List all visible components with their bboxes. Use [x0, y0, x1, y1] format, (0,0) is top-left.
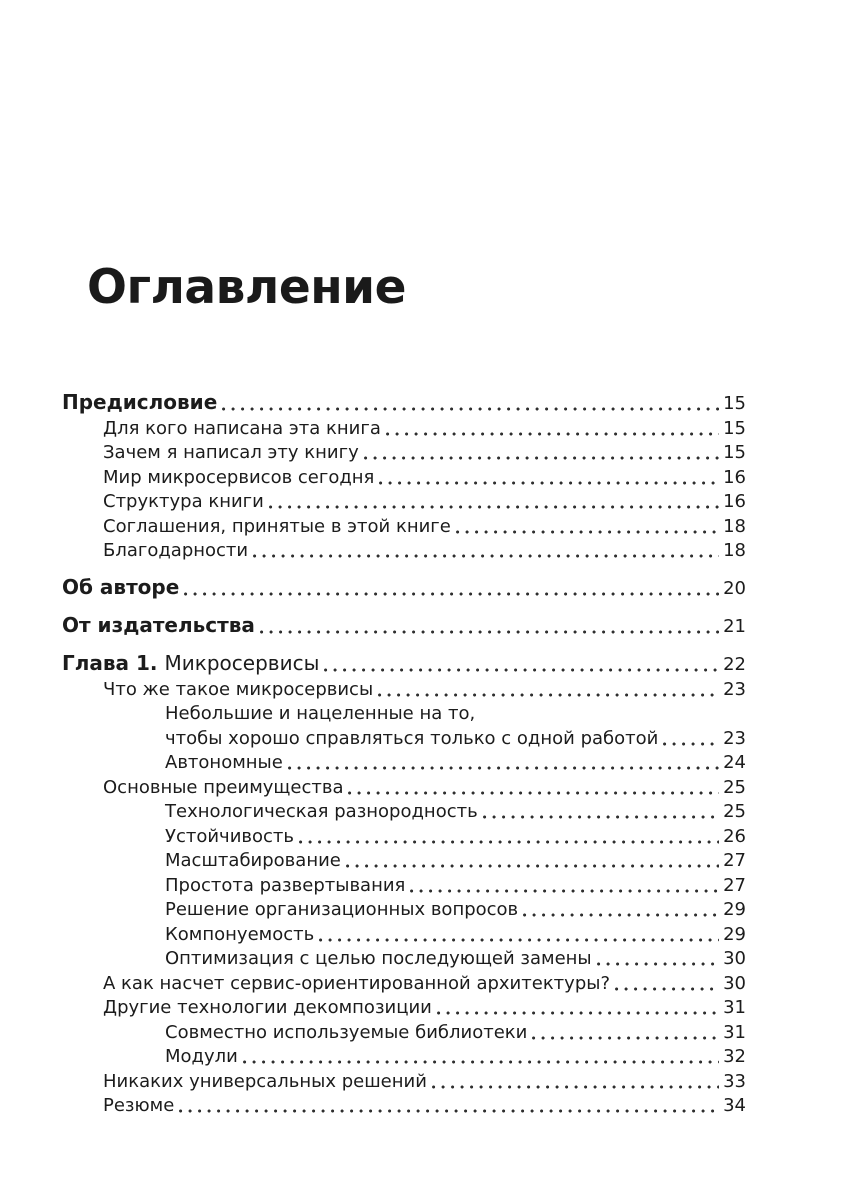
toc-page-number: 27 — [723, 874, 746, 896]
toc-entry — [62, 945, 746, 970]
toc-page-number: 20 — [723, 578, 746, 600]
dot-leader — [299, 839, 719, 845]
dot-leader — [319, 937, 719, 943]
toc-entry-label: Для кого написана эта книга — [103, 417, 381, 439]
toc-page-number: 31 — [723, 1021, 746, 1043]
dot-leader — [456, 529, 719, 535]
toc-entry-label: Предисловие — [62, 389, 218, 414]
dot-leader — [532, 1035, 719, 1041]
table-of-contents — [62, 390, 746, 1117]
toc-page-number: 31 — [723, 997, 746, 1019]
dot-leader — [348, 790, 719, 796]
toc-page-number: 16 — [723, 466, 746, 488]
dot-leader — [523, 912, 719, 918]
toc-page-number: 25 — [723, 801, 746, 823]
toc-entry — [62, 390, 746, 415]
toc-entry-label: Небольшие и нацеленные на то, — [165, 703, 476, 725]
toc-entry-label: А как насчет сервис-ориентированной архитектуры? — [103, 972, 611, 994]
dot-leader — [386, 431, 719, 437]
dot-leader — [437, 1010, 719, 1016]
toc-entry — [62, 575, 746, 600]
dot-leader — [364, 455, 719, 461]
toc-entry — [62, 798, 746, 823]
dot-leader — [597, 961, 719, 967]
toc-page-number: 33 — [723, 1070, 746, 1092]
toc-entry-label: Решение организационных вопросов — [165, 899, 519, 921]
dot-leader — [253, 553, 719, 559]
toc-entry — [62, 537, 746, 562]
toc-entry-label: Другие технологии декомпозиции — [103, 997, 432, 1019]
dot-leader — [663, 741, 719, 747]
dot-leader — [260, 629, 719, 635]
toc-page-number: 18 — [723, 515, 746, 537]
toc-entry — [62, 1043, 746, 1068]
toc-entry — [62, 847, 746, 872]
dot-leader — [179, 1108, 719, 1114]
toc-page-number: 23 — [723, 727, 746, 749]
toc-page-number: 30 — [723, 972, 746, 994]
toc-entry-label: Масштабирование — [165, 850, 341, 872]
toc-page-number: 23 — [723, 678, 746, 700]
toc-page-number: 32 — [723, 1046, 746, 1068]
toc-entry — [62, 994, 746, 1019]
toc-page-number: 15 — [723, 417, 746, 439]
toc-entry-label: Простота развертывания — [165, 874, 406, 896]
toc-page-number: 15 — [723, 442, 746, 464]
toc-entry — [62, 970, 746, 995]
toc-entry — [62, 1092, 746, 1117]
toc-page-number: 30 — [723, 948, 746, 970]
toc-entry — [62, 823, 746, 848]
toc-page-number: 34 — [723, 1095, 746, 1117]
dot-leader — [410, 888, 719, 894]
toc-entry-wrapped-line — [62, 700, 746, 725]
toc-entry — [62, 1068, 746, 1093]
dot-leader — [432, 1084, 719, 1090]
toc-page-number: 29 — [723, 899, 746, 921]
toc-entry-label — [62, 652, 319, 676]
toc-entry-label: Благодарности — [103, 540, 249, 562]
toc-page-number: 22 — [723, 654, 746, 676]
dot-leader — [324, 667, 719, 673]
toc-entry — [62, 439, 746, 464]
toc-entry — [62, 774, 746, 799]
toc-entry-label: Зачем я написал эту книгу — [103, 442, 359, 464]
toc-page-number: 29 — [723, 923, 746, 945]
toc-entry — [62, 921, 746, 946]
toc-entry — [62, 1019, 746, 1044]
toc-entry-label: Основные преимущества — [103, 776, 344, 798]
toc-entry-label: Устойчивость — [165, 825, 295, 847]
dot-leader — [346, 863, 719, 869]
toc-page-number: 24 — [723, 752, 746, 774]
toc-page-number: 15 — [723, 393, 746, 415]
toc-entry — [62, 415, 746, 440]
dot-leader — [288, 765, 719, 771]
toc-entry-label: Автономные — [165, 752, 283, 774]
toc-entry-label: Резюме — [103, 1095, 175, 1117]
dot-leader — [378, 692, 719, 698]
toc-entry — [62, 513, 746, 538]
toc-entry-label: Мир микросервисов сегодня — [103, 466, 375, 488]
toc-entry-label: Соглашения, принятые в этой книге — [103, 515, 451, 537]
toc-entry-label: Технологическая разнородность — [165, 801, 478, 823]
toc-entry-label: Модули — [165, 1046, 238, 1068]
toc-entry — [62, 725, 746, 750]
toc-entry-label: Структура книги — [103, 491, 264, 513]
chapter-title-label: Микросервисы — [164, 650, 320, 675]
toc-entry-label: Никаких универсальных решений — [103, 1070, 427, 1092]
toc-entry-label: От издательства — [62, 612, 255, 637]
dot-leader — [243, 1059, 719, 1065]
toc-entry — [62, 464, 746, 489]
toc-entry-label: Об авторе — [62, 574, 180, 599]
toc-page-number: 21 — [723, 616, 746, 638]
toc-entry-label: Компонуемость — [165, 923, 315, 945]
toc-entry — [62, 676, 746, 701]
dot-leader — [379, 480, 719, 486]
toc-entry — [62, 872, 746, 897]
toc-entry — [62, 488, 746, 513]
chapter-number-label: Глава 1. — [62, 650, 158, 675]
page-title: Оглавление — [87, 260, 406, 315]
toc-entry-chapter — [62, 651, 746, 676]
toc-page-number: 18 — [723, 540, 746, 562]
dot-leader — [184, 591, 719, 597]
toc-entry-label: Оптимизация с целью последующей замены — [165, 948, 592, 970]
dot-leader — [483, 814, 719, 820]
toc-entry — [62, 613, 746, 638]
toc-entry — [62, 896, 746, 921]
dot-leader — [269, 504, 719, 510]
dot-leader — [222, 406, 719, 412]
toc-entry-label: Что же такое микросервисы — [103, 678, 374, 700]
toc-page-number: 26 — [723, 825, 746, 847]
toc-page-number: 25 — [723, 776, 746, 798]
toc-entry-label: чтобы хорошо справляться только с одной работой — [165, 727, 659, 749]
toc-entry-label: Совместно используемые библиотеки — [165, 1021, 528, 1043]
toc-page-number: 16 — [723, 491, 746, 513]
dot-leader — [615, 986, 719, 992]
toc-entry — [62, 749, 746, 774]
toc-page-number: 27 — [723, 850, 746, 872]
